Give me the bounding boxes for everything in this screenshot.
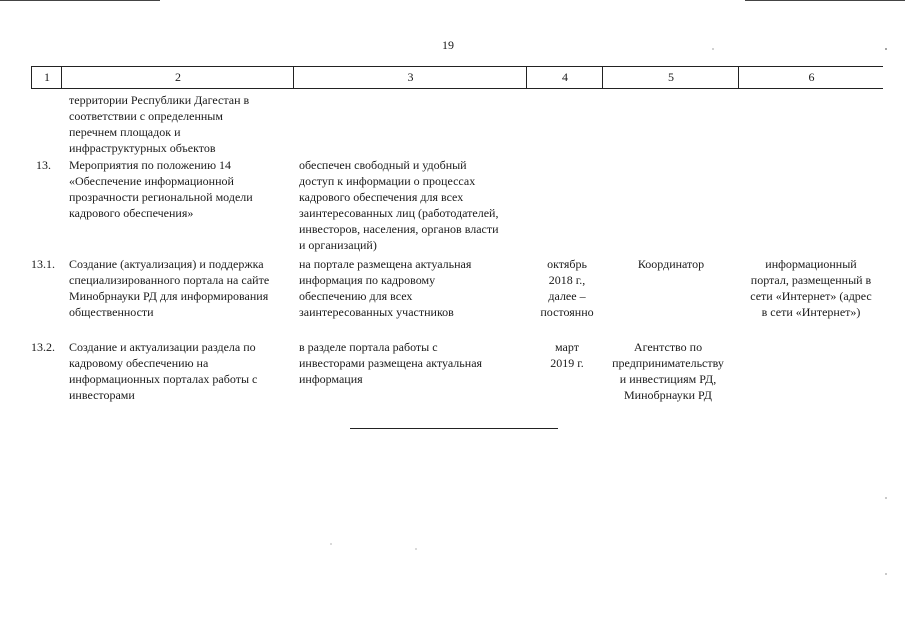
result-line: инвесторов, населения, органов власти — [299, 222, 499, 236]
result-line: в разделе портала работы с — [299, 340, 438, 354]
result-line: кадрового обеспечения для всех — [299, 190, 464, 204]
header-col-2: 2 — [61, 67, 294, 88]
activity-line: инвесторами — [69, 388, 135, 402]
deadline-line: постоянно — [540, 305, 594, 319]
scan-edge-line-left — [0, 0, 160, 1]
row-13-number: 13. — [36, 158, 51, 172]
output-line: в сети «Интернет») — [761, 305, 861, 319]
continuation-line: соответствии с определенным — [69, 109, 223, 123]
output-line: сети «Интернет» (адрес — [750, 289, 872, 303]
row-13-1-result — [299, 256, 471, 320]
output-line: информационный — [765, 257, 857, 271]
deadline-line: октябрь — [547, 257, 587, 271]
deadline-line: март — [555, 340, 579, 354]
row-13-1-deadline — [528, 256, 606, 320]
deadline-line: 2018 г., — [548, 273, 586, 287]
row-13-2-deadline — [528, 339, 606, 371]
continuation-line: перечнем площадок и — [69, 125, 181, 139]
activity-line: Создание и актуализации раздела по — [69, 340, 256, 354]
scan-speck — [885, 497, 887, 499]
result-line: на портале размещена актуальная — [299, 257, 472, 271]
deadline-line: далее – — [548, 289, 586, 303]
continuation-line: инфраструктурных объектов — [69, 141, 216, 155]
activity-line: кадровому обеспечению на — [69, 356, 209, 370]
responsible-line: и инвестициям РД, — [619, 372, 717, 386]
scan-speck — [330, 543, 332, 545]
responsible-line: Агентство по — [633, 340, 703, 354]
scan-speck — [415, 548, 417, 550]
row-13-2-responsible — [600, 339, 736, 403]
result-line: заинтересованных лиц (работодателей, — [299, 206, 499, 220]
result-line: доступ к информации о процессах — [299, 174, 476, 188]
responsible-line: Минобрнауки РД — [624, 388, 712, 402]
activity-line: информационных порталах работы с — [69, 372, 258, 386]
header-col-6: 6 — [738, 67, 884, 88]
result-line: информация по кадровому — [299, 273, 436, 287]
header-col-1: 1 — [31, 67, 62, 88]
scan-speck — [885, 48, 887, 50]
activity-line: общественности — [69, 305, 154, 319]
activity-line: специализированного портала на сайте — [69, 273, 270, 287]
row-13-activity — [69, 157, 253, 221]
scan-speck — [885, 573, 887, 575]
result-line: и организаций) — [299, 238, 377, 252]
result-line: обеспечен свободный и удобный — [299, 158, 467, 172]
responsible-line: Координатор — [637, 257, 705, 271]
end-of-table-rule — [350, 428, 558, 429]
header-col-5: 5 — [602, 67, 739, 88]
result-line: информация — [299, 372, 363, 386]
responsible-line: предпринимательству — [612, 356, 724, 370]
activity-line: прозрачности региональной модели — [69, 190, 253, 204]
row-13-1-number: 13.1. — [31, 257, 55, 271]
row-13-2-number: 13.2. — [31, 340, 55, 354]
activity-line: Создание (актуализация) и поддержка — [69, 257, 264, 271]
result-line: инвесторами размещена актуальная — [299, 356, 483, 370]
output-line: портал, размещенный в — [750, 273, 872, 287]
deadline-line: 2019 г. — [550, 356, 584, 370]
continuation-line: территории Республики Дагестан в — [69, 93, 250, 107]
row-13-2-result — [299, 339, 482, 387]
activity-line: Мероприятия по положению 14 — [69, 158, 232, 172]
header-col-4: 4 — [526, 67, 603, 88]
row-13-1-output — [738, 256, 884, 320]
page-number: 19 — [442, 38, 454, 52]
row-13-1-activity — [69, 256, 269, 320]
scan-speck — [712, 48, 714, 50]
activity-line: «Обеспечение информационной — [69, 174, 234, 188]
row-13-result — [299, 157, 499, 253]
activity-line: Минобрнауки РД для информирования — [69, 289, 269, 303]
row-13-2-activity — [69, 339, 257, 403]
table-header-row — [31, 66, 883, 89]
continuation-text — [69, 92, 249, 156]
result-line: обеспечению для всех — [299, 289, 413, 303]
row-13-1-responsible — [603, 256, 739, 272]
header-col-3: 3 — [293, 67, 527, 88]
activity-line: кадрового обеспечения» — [69, 206, 194, 220]
scan-edge-line-right — [745, 0, 905, 1]
result-line: заинтересованных участников — [299, 305, 454, 319]
